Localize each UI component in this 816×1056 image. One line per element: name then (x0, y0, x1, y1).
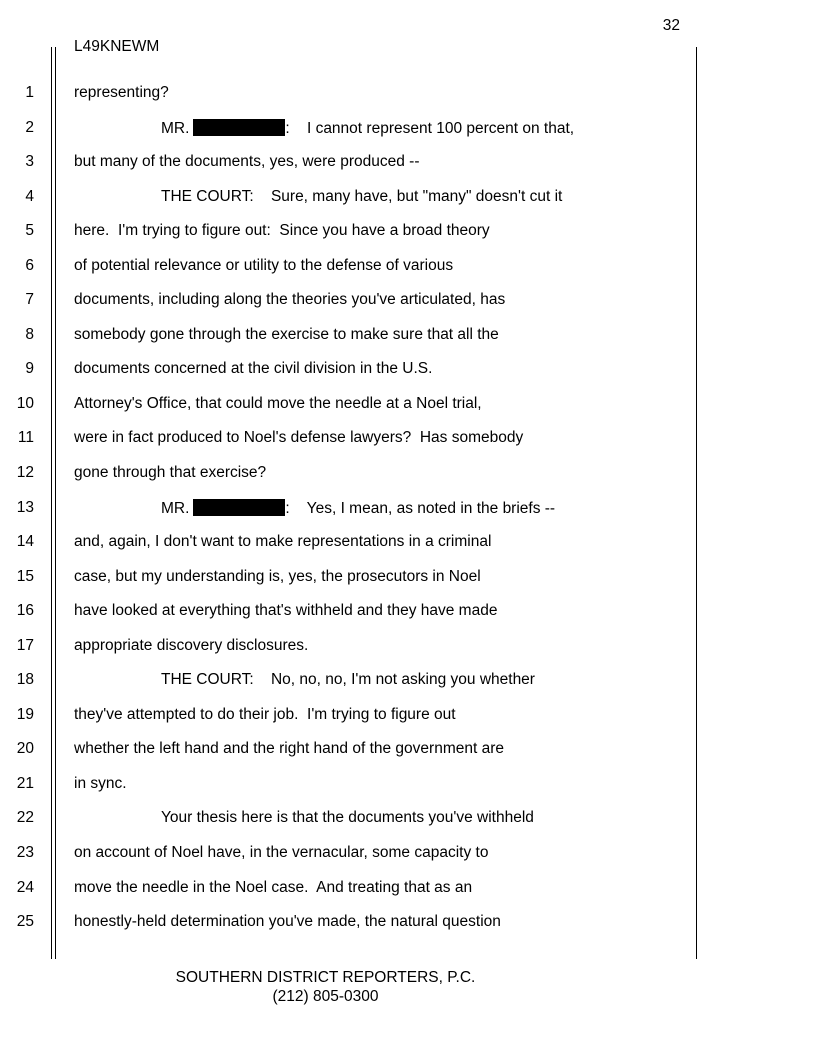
transcript-line (0, 739, 816, 774)
line-number: 23 (16, 844, 34, 862)
line-number: 15 (16, 567, 34, 585)
line-text: : I cannot represent 100 percent on that, (285, 119, 575, 137)
line-text: case, but my understanding is, yes, the prosecutors in Noel (74, 567, 481, 585)
line-number: 18 (16, 671, 34, 689)
redaction-bar (193, 119, 285, 136)
line-number: 12 (16, 464, 34, 482)
line-number: 10 (16, 394, 34, 412)
line-number: 6 (25, 256, 34, 274)
line-text: appropriate discovery disclosures. (74, 636, 309, 654)
transcript-line (0, 705, 816, 740)
transcript-line (0, 187, 816, 222)
line-number: 8 (25, 325, 34, 343)
line-text: Attorney's Office, that could move the needle at a Noel trial, (74, 394, 482, 412)
transcript-line (0, 394, 816, 429)
transcript-line (0, 843, 816, 878)
line-number: 9 (25, 360, 34, 378)
line-number: 14 (16, 533, 34, 551)
line-number: 4 (25, 187, 34, 205)
line-number: 3 (25, 153, 34, 171)
line-text: on account of Noel have, in the vernacular, some capacity to (74, 844, 489, 862)
transcript-line (0, 428, 816, 463)
transcript-line (0, 256, 816, 291)
line-number: 11 (17, 429, 34, 447)
transcript-line (0, 463, 816, 498)
transcript-line (0, 152, 816, 187)
transcript-line (0, 290, 816, 325)
page-number: 32 (662, 17, 680, 34)
transcript-line (0, 498, 816, 533)
line-text: have looked at everything that's withheld and they have made (74, 602, 498, 620)
redaction-bar (193, 499, 285, 516)
reporter-name: SOUTHERN DISTRICT REPORTERS, P.C. (175, 969, 476, 986)
page-footer (0, 968, 651, 1006)
line-number: 20 (16, 740, 34, 758)
line-number: 1 (25, 84, 34, 101)
line-number: 7 (25, 291, 34, 309)
line-number: 17 (16, 636, 34, 654)
line-number: 22 (16, 809, 34, 827)
line-text: honestly-held determination you've made, the natural question (74, 913, 501, 931)
line-text: but many of the documents, yes, were produced -- (74, 153, 420, 171)
transcript-line (0, 808, 816, 843)
transcript-line (0, 83, 816, 118)
transcript-line (0, 359, 816, 394)
line-text: : Yes, I mean, as noted in the briefs -- (285, 499, 556, 517)
line-text: move the needle in the Noel case. And treating that as an (74, 878, 473, 896)
transcript-line (0, 878, 816, 913)
speaker-label: MR. (161, 119, 190, 137)
transcript-line (0, 567, 816, 602)
transcript-line (0, 118, 816, 153)
line-text: in sync. (74, 774, 127, 792)
line-text: documents, including along the theories you've articulated, has (74, 291, 506, 309)
transcript-line (0, 601, 816, 636)
case-id: L49KNEWM (74, 38, 160, 55)
transcript-line (0, 670, 816, 705)
line-text: whether the left hand and the right hand of the government are (74, 740, 504, 758)
reporter-phone: (212) 805-0300 (272, 988, 379, 1005)
transcript-line (0, 221, 816, 256)
line-number: 2 (25, 118, 34, 136)
line-number: 5 (25, 222, 34, 240)
line-text: here. I'm trying to figure out: Since you have a broad theory (74, 222, 490, 240)
line-text: representing? (74, 84, 169, 101)
line-text: documents concerned at the civil division in the U.S. (74, 360, 433, 378)
transcript-line (0, 912, 816, 947)
speaker-line (161, 499, 555, 518)
line-text: were in fact produced to Noel's defense lawyers? Has somebody (74, 429, 524, 447)
transcript-line (0, 774, 816, 809)
speaker-line (161, 119, 574, 138)
transcript-line (0, 636, 816, 671)
line-number: 24 (16, 878, 34, 896)
line-text: Your thesis here is that the documents you've withheld (161, 809, 534, 827)
line-number: 16 (16, 602, 34, 620)
line-number: 13 (16, 498, 34, 516)
line-text: somebody gone through the exercise to make sure that all the (74, 325, 499, 343)
transcript-line (0, 532, 816, 567)
transcript-body (0, 83, 816, 947)
line-number: 25 (16, 913, 34, 931)
line-text: THE COURT: No, no, no, I'm not asking you whether (161, 671, 535, 689)
line-text: and, again, I don't want to make representations in a criminal (74, 533, 492, 551)
speaker-label: MR. (161, 499, 190, 517)
line-text: gone through that exercise? (74, 464, 267, 482)
line-number: 19 (16, 705, 34, 723)
line-text: of potential relevance or utility to the defense of various (74, 256, 454, 274)
line-text: they've attempted to do their job. I'm trying to figure out (74, 705, 456, 723)
line-text: THE COURT: Sure, many have, but "many" doesn't cut it (161, 187, 563, 205)
transcript-line (0, 325, 816, 360)
line-number: 21 (16, 774, 34, 792)
